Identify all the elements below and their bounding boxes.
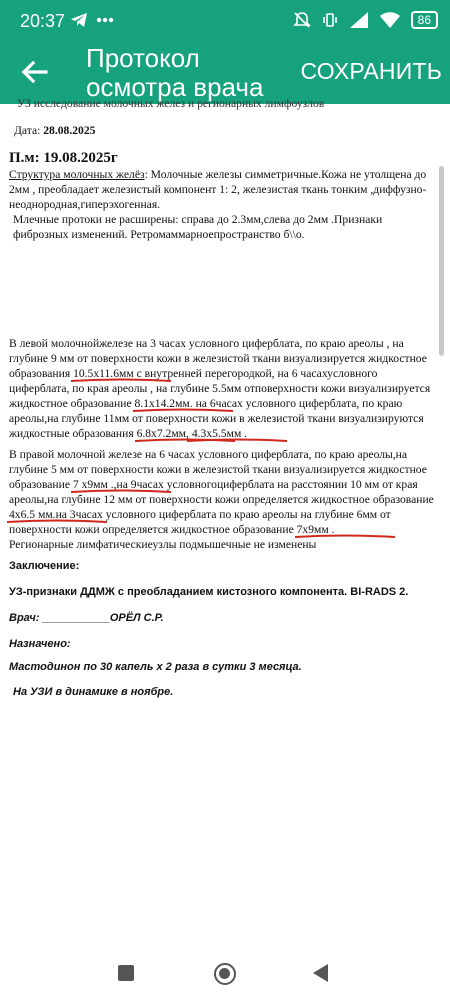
red-underline	[7, 518, 107, 524]
more-dots-icon	[96, 17, 114, 23]
page-title: Протокол осмотра врача	[86, 43, 264, 102]
followup: На УЗИ в динамике в ноябре.	[13, 686, 174, 698]
wifi-icon	[379, 11, 401, 29]
left-measure-4	[189, 427, 241, 440]
left-measure-3-text: 6.8х7.2мм,	[136, 427, 189, 440]
left-text-4: .	[241, 427, 248, 440]
system-nav-bar	[0, 950, 450, 1000]
doctor-name: ОРЁЛ С.Р.	[109, 612, 164, 624]
notifications-off-icon	[293, 11, 311, 29]
right-breast-paragraph	[9, 447, 437, 552]
date-line	[14, 123, 95, 138]
scrollbar-thumb[interactable]	[439, 166, 444, 356]
left-measure-2-text: 8.1х14.2мм.	[134, 397, 193, 410]
left-text-3: на 6часах условного циферблата, по краю ареолы,на глубине 11мм от поверхности кожи в железистой ткани визуализируются жидкостные образования	[9, 397, 424, 440]
date-value: 28.08.2025	[43, 124, 96, 137]
right-text-2: .,на 9часах условногоциферблата на расстоянии 10 мм от края ареолы,на глубине 12 мм от поверхности кожи определяется жидкостное образование	[9, 478, 434, 506]
structure-paragraph	[9, 167, 437, 212]
left-measure-2	[135, 397, 193, 410]
back-triangle-icon[interactable]	[313, 964, 328, 982]
left-measure-4-text: 4.3х5.5мм	[188, 427, 242, 440]
cut-off-heading: УЗ исследование молочных желез и регионарных лимфоузлов	[17, 97, 325, 110]
lymph-text: Регионарные лимфатическиеузлы подмышечные не изменены	[9, 538, 317, 551]
right-measure-2	[9, 508, 56, 521]
left-measure-3	[137, 427, 189, 440]
doctor-line	[9, 611, 164, 626]
home-circle-icon[interactable]	[214, 963, 236, 985]
red-underline	[133, 407, 233, 413]
app-bar	[0, 40, 450, 104]
red-underline	[71, 377, 171, 383]
recents-square-icon[interactable]	[118, 965, 134, 981]
left-text-2: с внутренней перегородкой, на 6 часахусловного циферблата, по края ареолы , на глубине 5.5мм отповерхности кожи визуализируется жидкостное образование	[9, 367, 431, 410]
conclusion-text: УЗ-признаки ДДМЖ с преобладанием кистозного компонента. BI-RADS 2.	[9, 586, 409, 598]
save-button[interactable]: СОХРАНИТЬ	[300, 58, 442, 84]
assigned-label: Назначено:	[9, 638, 71, 650]
left-text-1: В левой молочнойжелезе на 3 часах условного циферблата, по краю ареолы , на глубине 9 мм от поверхности кожи в железистой ткани визуализируется жидкостное образования	[9, 337, 427, 380]
right-measure-1-text: 7 х9мм	[72, 478, 108, 491]
right-text-3: на 3часах условного циферблата по краю ареолы на глубине 6мм от поверхности кожи определяется жидкостное образование	[9, 508, 391, 536]
date-label: Дата:	[14, 124, 41, 137]
status-bar	[0, 0, 450, 40]
left-breast-paragraph	[9, 336, 437, 441]
status-time: 20:37	[20, 11, 66, 31]
doctor-label: Врач:	[9, 612, 40, 624]
signal-icon	[349, 11, 369, 29]
right-measure-3-text: 7х9мм	[296, 523, 329, 536]
vibrate-icon	[321, 11, 339, 29]
battery-icon: 86	[411, 11, 438, 29]
ducts-paragraph	[9, 212, 437, 242]
right-measure-2-text: 4х6.5 мм.	[9, 508, 56, 521]
red-underline	[71, 488, 171, 494]
right-text-4: .	[328, 523, 335, 536]
ducts-text: Млечные протоки не расширены: справа до 2.3мм,слева до 2мм .Признаки фиброзных изменений. Ретромаммарноепространство б\\о.	[13, 213, 383, 241]
arrow-back-icon[interactable]	[18, 56, 50, 88]
structure-text: : Молочные железы симметричные.Кожа не утолщена до 2мм , преобладает железистый компонент 1: 2, железистая ткань тонким ,диффузно-неоднородная,гиперэхогенная.	[9, 168, 427, 211]
right-measure-3	[297, 523, 329, 536]
left-measure-1	[73, 367, 134, 380]
red-underline	[295, 533, 395, 539]
document-viewport[interactable]	[0, 97, 450, 950]
structure-title: Структура молочных желёз	[9, 168, 145, 181]
prescription: Мастодинон по 30 капель х 2 раза в сутки 3 месяца.	[9, 661, 302, 673]
left-measure-1-text: 10.5х11.6мм	[73, 367, 134, 380]
conclusion-label: Заключение:	[9, 560, 80, 572]
last-period-date: П.м: 19.08.2025г	[9, 150, 118, 166]
telegram-icon	[70, 12, 88, 28]
doctor-blank: ___________	[42, 612, 110, 624]
right-text-1: В правой молочной железе на 6 часах условного циферблата, по краю ареолы,на глубине 5 мм от поверхности кожи в железистой ткани визуализируется жидкостное образование	[9, 448, 427, 491]
right-measure-1	[73, 478, 108, 491]
red-underline	[187, 437, 287, 443]
